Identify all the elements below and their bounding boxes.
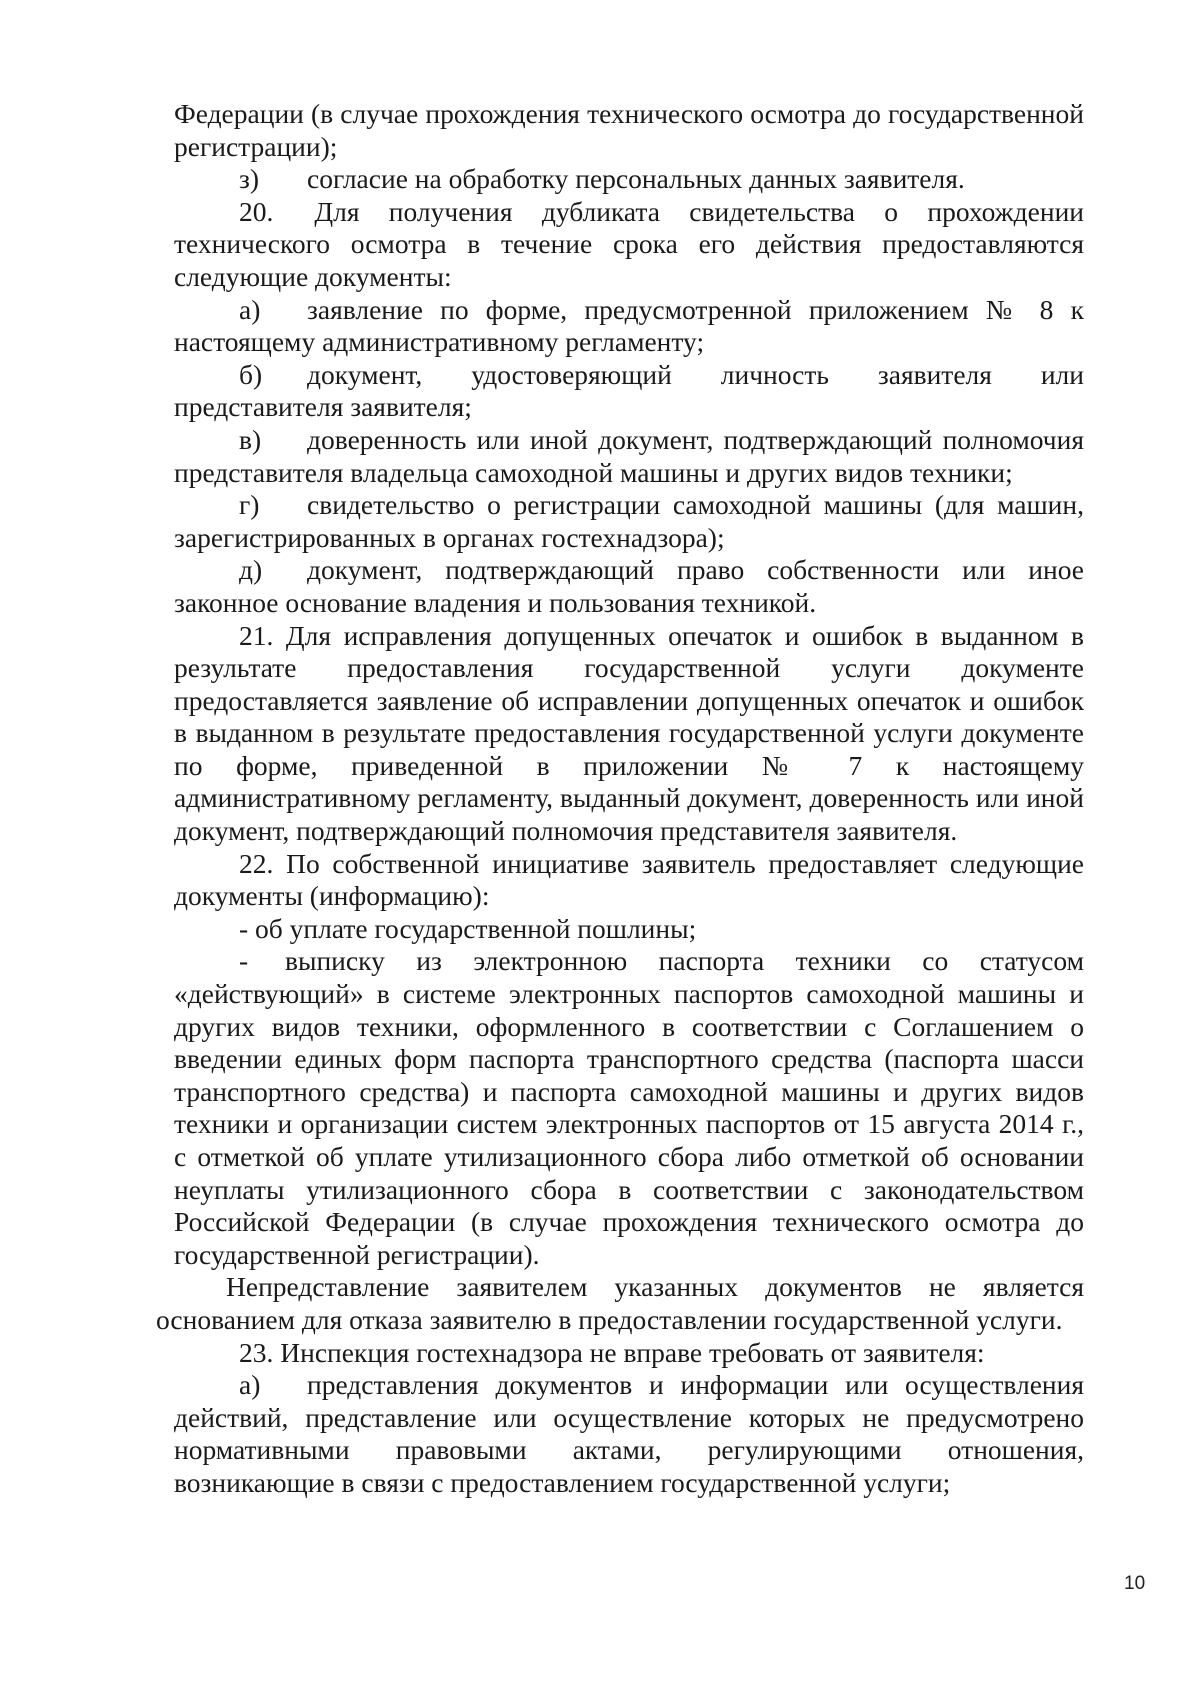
list-label: в) <box>239 423 262 455</box>
list-item-20b <box>174 359 1084 424</box>
clause-text: 21. Для исправления допущенных опечаток и ошибок в выданном в результате предоставления государственной услуги документе предоставляется заявление об исправлении допущенных опечаток и ошибок в выданном в результате предоставления государственной услуги документе по форме, приведенной в приложении № 7 к настоящему административному регламенту, выданный документ, доверенность или иной документ, подтверждающий полномочия представителя заявителя. <box>174 619 1084 847</box>
list-label: а) <box>239 1369 261 1401</box>
clause-23 <box>174 1337 1084 1370</box>
list-item-20d <box>174 554 1084 619</box>
list-item-23a <box>174 1369 1084 1499</box>
list-label: д) <box>239 554 263 586</box>
list-item-text: доверенность или иной документ, подтверждающий полномочия представителя владельца самоходной машины и других видов техники; <box>174 423 1084 488</box>
list-item-20g <box>174 489 1084 554</box>
clause-22 <box>174 848 1084 913</box>
list-item-20v <box>174 424 1084 489</box>
list-label: з) <box>239 163 260 195</box>
list-item-text: - об уплате государственной пошлины; <box>239 912 697 944</box>
list-item-z-consent <box>174 163 1084 196</box>
list-item-22-passport <box>174 945 1084 1271</box>
clause-text: 23. Инспекция гостехнадзора не вправе требовать от заявителя: <box>239 1336 985 1368</box>
paragraph-federation-tail <box>174 98 1084 163</box>
list-item-text: представления документов и информации или осуществления действий, представление или осуществление которых не предусмотрено нормативными правовыми актами, регулирующими отношения, возникающие в связи с предоставлением государственной услуги; <box>174 1369 1084 1498</box>
list-item-text: свидетельство о регистрации самоходной машины (для машин, зарегистрированных в органах гостехнадзора); <box>174 489 1084 553</box>
clause-text: 22. По собственной инициативе заявитель предоставляет следующие документы (информацию): <box>174 847 1084 912</box>
list-item-text: заявление по форме, предусмотренной приложением № 8 к настоящему административному регламенту; <box>174 293 1084 358</box>
list-item-text: выписку из электронною паспорта техники со статусом «действующий» в системе электронных паспортов самоходной машины и других видов техники, оформленного в соответствии с Соглашением о введении единых форм паспорта транспортного средства (паспорта шасси транспортного средства) и паспорта самоходной машины и других видов техники и организации систем электронных паспортов от 15 августа 2014 г., с отметкой об уплате утилизационного сбора либо отметкой об основании неуплаты утилизационного сбора в соответствии с законодательством Российской Федерации (в случае прохождения технического осмотра до государственной регистрации). <box>174 945 1084 1270</box>
list-item-22-fee <box>174 913 1084 946</box>
list-item-text: документ, удостоверяющий личность заявителя или представителя заявителя; <box>174 358 1084 423</box>
list-label: а) <box>239 293 261 325</box>
list-item-text: документ, подтверждающий право собственности или иное законное основание владения и пользования техникой. <box>174 554 1084 618</box>
page-number: 10 <box>1124 1573 1146 1594</box>
list-label: - <box>239 945 249 977</box>
paragraph-text: Федерации (в случае прохождения технического осмотра до государственной регистрации); <box>174 98 1084 162</box>
clause-21 <box>174 620 1084 848</box>
list-label: г) <box>239 489 260 521</box>
list-label: б) <box>239 358 263 390</box>
list-item-20a <box>174 294 1084 359</box>
list-item-text: согласие на обработку персональных данных заявителя. <box>307 163 965 195</box>
document-body <box>156 98 1085 1500</box>
clause-20 <box>174 196 1084 294</box>
clause-text: Для получения дубликата свидетельства о прохождении технического осмотра в течение срока его действия предоставляются следующие документы: <box>174 195 1085 292</box>
paragraph-non-submission <box>156 1271 1084 1336</box>
paragraph-text: Непредставление заявителем указанных документов не является основанием для отказа заявителю в предоставлении государственной услуги. <box>156 1271 1084 1335</box>
clause-number: 20. <box>239 195 274 227</box>
